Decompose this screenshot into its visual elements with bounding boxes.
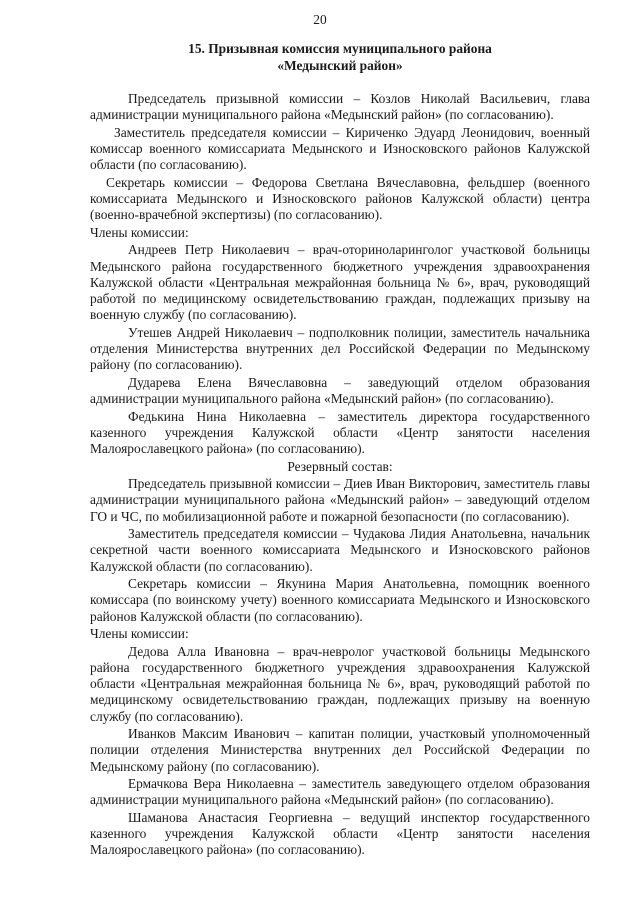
reserve-members-heading: Члены комиссии: — [90, 626, 189, 642]
reserve-member-3: Ермачкова Вера Николаевна – заместитель заведующего отделом образования администрации муниципального района «Медынский район» (по согласованию). — [90, 776, 590, 808]
page-number: 20 — [313, 12, 327, 27]
main-secretary: Секретарь комиссии – Федорова Светлана Вячеславовна, фельдшер (военного комиссариата Медынского и Износковского районов Калужской области) центра (военно-врачебной экспертизы) (по согласованию). — [90, 174, 590, 223]
reserve-member-1: Дедова Алла Ивановна – врач-невролог участковой больницы Медынского района государственного бюджетного учреждения здравоохранения Калужской области «Центральная межрайонная больница № 6», врач, руководящий работой по медицинскому освидетельствованию граждан, подлежащих призыву на военную службу (по согласованию). — [90, 643, 590, 724]
reserve-heading: Резервный состав: — [287, 458, 393, 474]
reserve-deputy: Заместитель председателя комиссии – Чудакова Лидия Анатольевна, начальник секретной части военного комиссариата Медынского и Износковского районов Калужской области (по согласованию). — [90, 526, 590, 574]
main-deputy: Заместитель председателя комиссии – Кириченко Эдуард Леонидович, военный комиссар военного комиссариата Медынского и Износковского районов Калужской области (по согласованию). — [90, 124, 590, 173]
main-chairman: Председатель призывной комиссии – Козлов Николай Васильевич, глава администрации муниципального района «Медынский район» (по согласованию). — [90, 91, 590, 123]
reserve-member-4: Шаманова Анастасия Георгиевна – ведущий инспектор государственного казенного учреждения Калужской области «Центр занятости населения Малоярославецкого района» (по согласованию). — [90, 809, 590, 858]
document-body — [90, 91, 590, 860]
reserve-chairman: Председатель призывной комиссии – Диев Иван Викторович, заместитель главы администрации муниципального района «Медынский район» – заведующий отделом ГО и ЧС, по мобилизационной работе и пожарной безопасности (по согласованию). — [90, 476, 590, 524]
main-member-1: Андреев Петр Николаевич – врач-оториноларинголог участковой больницы Медынского района государственного бюджетного учреждения здравоохранения Калужской области «Центральная межрайонная больница № 6», врач, руководящий работой по медицинскому освидетельствованию граждан, подлежащих призыву на военную службу (по согласованию). — [90, 242, 590, 323]
reserve-member-2: Иванков Максим Иванович – капитан полиции, участковый уполномоченный полиции отделения Министерства внутренних дел Российской Федерации по Медынскому району (по согласованию). — [90, 726, 590, 774]
reserve-secretary: Секретарь комиссии – Якунина Мария Анатольевна, помощник военного комиссара (по воинскому учету) военного комиссариата Медынского и Износковского районов Калужской области (по согласованию). — [90, 576, 590, 624]
section-title-line-2: «Медынский район» — [277, 57, 403, 73]
section-title — [90, 41, 590, 74]
main-member-4: Федькина Нина Николаевна – заместитель директора государственного казенного учреждения Калужской области «Центр занятости населения Малоярославецкого района» (по согласованию). — [90, 408, 590, 456]
main-members-heading: Члены комиссии: — [90, 224, 189, 240]
section-title-line-1: 15. Призывная комиссия муниципального района — [188, 41, 492, 56]
main-member-2: Утешев Андрей Николаевич – подполковник полиции, заместитель начальника отделения Министерства внутренних дел Российской Федерации по Медынскому району (по согласованию). — [90, 324, 590, 373]
main-member-3: Дударева Елена Вячеславовна – заведующий отделом образования администрации муниципального района «Медынский район» (по согласованию). — [90, 374, 590, 406]
